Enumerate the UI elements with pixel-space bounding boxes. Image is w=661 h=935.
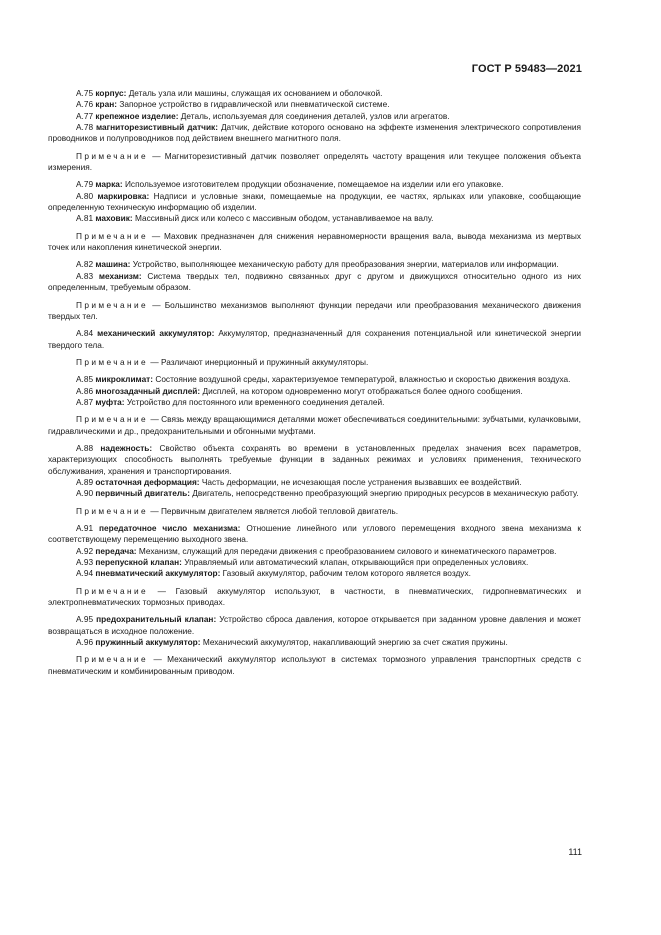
entry-number: А.78 — [76, 122, 94, 133]
definition-entry — [48, 213, 581, 224]
entry-definition: Деталь, используемая для соединения деталей, узлов или агрегатов. — [180, 110, 450, 121]
note-label: Примечание — [76, 654, 149, 665]
note-label: Примечание — [76, 299, 149, 310]
entry-number: А.91 — [76, 523, 94, 533]
entry-number: А.81 — [76, 213, 94, 224]
entry-definition: Газовый аккумулятор, рабочим телом которого является воздух. — [222, 568, 471, 579]
note-text: — Различают инерционный и пружинный аккумуляторы. — [150, 356, 369, 367]
entry-number: А.75 — [76, 88, 94, 98]
entry-definition: Свойство объекта сохранять во времени в установленных пределах значения всех параметров, характеризующих способность выполнять требуемые функции в заданных режимах и условиях применения, технического обслуживания, хранения и транспортирования. — [48, 442, 581, 476]
entry-term: механический аккумулятор: — [97, 328, 215, 339]
note — [48, 654, 581, 677]
entry-definition: Запорное устройство в гидравлической или пневматической системе. — [119, 99, 390, 110]
definition-entry — [48, 88, 581, 99]
entry-term: муфта: — [95, 396, 125, 407]
entry-number: А.79 — [76, 179, 94, 190]
entry-term: микроклимат: — [95, 374, 154, 385]
entry-definition: Устройство для постоянного или временного соединения деталей. — [126, 396, 385, 407]
note — [48, 300, 581, 323]
entry-number: А.90 — [76, 488, 94, 499]
note — [48, 231, 581, 254]
definition-entry — [48, 477, 581, 488]
definition-entry — [48, 386, 581, 397]
definition-entry — [48, 488, 581, 499]
entry-term: предохранительный клапан: — [96, 614, 217, 625]
entry-term: многозадачный дисплей: — [95, 385, 201, 396]
entry-number: А.88 — [76, 442, 94, 453]
note-text: — Маховик предназначен для снижения неравномерности вращения вала, вывода механизма из мертвых точек или накопления кинетической энергии. — [48, 230, 581, 253]
entry-definition: Надписи и условные знаки, помещаемые на продукции, ее частях, ярлыках или упаковке, сообщающие определенную техническую информацию об изделии. — [48, 190, 581, 213]
definition-entry — [48, 122, 581, 145]
entry-number: А.84 — [76, 328, 94, 339]
entry-definition: Система твердых тел, подвижно связанных друг с другом и движущихся относительно одного из них определенным, требуемым образом. — [48, 270, 581, 293]
entry-term: пружинный аккумулятор: — [95, 637, 201, 648]
definition-entry — [48, 614, 581, 637]
definition-entry — [48, 637, 581, 648]
note-text: — Первичным двигателем является любой тепловой двигатель. — [150, 505, 399, 516]
entry-term: перепускной клапан: — [95, 557, 182, 568]
definition-entry — [48, 99, 581, 110]
entry-number: А.80 — [76, 190, 94, 201]
entry-number: А.76 — [76, 99, 94, 110]
note-text: — Газовый аккумулятор используют, в частности, в пневматических, гидропневматических и электропневматических тормозных приводах. — [48, 585, 581, 608]
entry-term: остаточная деформация: — [95, 476, 200, 487]
entry-term: машина: — [95, 259, 131, 270]
definition-entry — [48, 568, 581, 579]
entry-term: передаточное число механизма: — [99, 523, 241, 533]
entry-number: А.94 — [76, 568, 94, 579]
definition-entry — [48, 374, 581, 385]
definition-entry — [48, 271, 581, 294]
entry-number: А.96 — [76, 637, 94, 648]
entry-definition: Устройство, выполняющее механическую работу для преобразования энергии, материалов или информации. — [132, 259, 559, 270]
entry-term: корпус: — [95, 88, 127, 98]
note-label: Примечание — [76, 505, 149, 516]
note-label: Примечание — [76, 356, 149, 367]
entry-term: магниторезистивный датчик: — [96, 122, 218, 133]
entry-number: А.83 — [76, 270, 94, 281]
definition-entry — [48, 397, 581, 408]
entry-definition: Управляемый или автоматический клапан, открывающийся при определенных условиях. — [184, 557, 529, 568]
entry-definition: Дисплей, на котором одновременно могут отображаться более одного сообщения. — [202, 385, 523, 396]
definition-entry — [48, 557, 581, 568]
entry-term: надежность: — [100, 442, 153, 453]
entry-definition: Механизм, служащий для передачи движения с преобразованием силового и кинематического параметров. — [138, 545, 557, 556]
entry-term: маховик: — [95, 213, 133, 224]
entry-number: А.85 — [76, 374, 94, 385]
entry-definition: Двигатель, непосредственно преобразующий энергию природных ресурсов в механическую работу. — [192, 488, 579, 499]
entry-term: крепежное изделие: — [95, 110, 179, 121]
entry-definition: Датчик, действие которого основано на эффекте изменения электрического сопротивления проводников и полупроводников под действием внешнего магнитного поля. — [48, 122, 581, 144]
note-text: — Большинство механизмов выполняют функции передачи или преобразования механического движения твердых тел. — [48, 299, 581, 321]
entry-number: А.92 — [76, 545, 94, 556]
entry-definition: Устройство сброса давления, которое открывается при заданном уровне давления и может возвращаться в исходное положение. — [48, 614, 581, 636]
entry-definition: Аккумулятор, предназначенный для сохранения потенциальной или кинетической энергии твердого тела. — [48, 328, 582, 350]
definition-entry — [48, 259, 581, 270]
entry-definition: Состояние воздушной среды, характеризуемое температурой, влажностью и скоростью движения воздуха. — [155, 374, 571, 385]
definition-entry — [48, 523, 581, 546]
entry-number: А.95 — [76, 614, 94, 625]
entry-definition: Используемое изготовителем продукции обозначение, помещаемое на изделии или его упаковке. — [124, 179, 504, 190]
entry-number: А.82 — [76, 259, 94, 270]
entry-term: передача: — [95, 545, 137, 556]
document-header: ГОСТ Р 59483—2021 — [471, 63, 582, 75]
note-label: Примечание — [76, 230, 149, 241]
entry-term: первичный двигатель: — [95, 488, 190, 499]
note-text: — Магниторезистивный датчик позволяет определять частоту вращения или текущее положения объекта измерения. — [48, 150, 581, 173]
note — [48, 414, 581, 437]
entry-number: А.87 — [76, 396, 94, 407]
note-text: — Механический аккумулятор используют в системах тормозного управления транспортных средств с пневматическим и комбинированным приводом. — [48, 654, 581, 676]
entry-definition: Механический аккумулятор, накапливающий энергию за счет сжатия пружины. — [202, 637, 508, 648]
note-label: Примечание — [76, 585, 149, 596]
entry-definition: Массивный диск или колесо с массивным ободом, устанавливаемое на валу. — [134, 213, 434, 224]
definition-entry — [48, 179, 581, 190]
page-number: 111 — [568, 847, 582, 857]
entry-term: маркировка: — [97, 190, 150, 201]
entry-number: А.86 — [76, 385, 94, 396]
note-text: — Связь между вращающимися деталями может обеспечиваться соединительными: зубчатыми, кулачковыми, гидравлическими и др., предохранительными и обгонными муфтами. — [48, 414, 581, 436]
entry-term: марка: — [95, 179, 123, 190]
definition-entry — [48, 191, 581, 214]
note-label: Примечание — [76, 150, 149, 161]
note — [48, 506, 581, 517]
note-label: Примечание — [76, 414, 149, 425]
definition-entry — [48, 111, 581, 122]
entry-number: А.77 — [76, 110, 94, 121]
definition-entry — [48, 546, 581, 557]
entry-number: А.89 — [76, 476, 94, 487]
entry-number: А.93 — [76, 557, 94, 568]
note — [48, 586, 581, 609]
entry-definition: Часть деформации, не исчезающая после устранения вызвавших ее воздействий. — [201, 476, 522, 487]
document-body — [48, 88, 581, 683]
definition-entry — [48, 328, 581, 351]
note — [48, 151, 581, 174]
entry-term: механизм: — [98, 270, 142, 281]
entry-definition: Отношение линейного или углового перемещения входного звена механизма к соответствующему перемещению выходного звена. — [48, 523, 581, 545]
entry-term: кран: — [95, 99, 117, 110]
entry-term: пневматический аккумулятор: — [95, 568, 221, 579]
entry-definition: Деталь узла или машины, служащая их основанием и оболочкой. — [128, 88, 383, 98]
definition-entry — [48, 443, 581, 477]
note — [48, 357, 581, 368]
